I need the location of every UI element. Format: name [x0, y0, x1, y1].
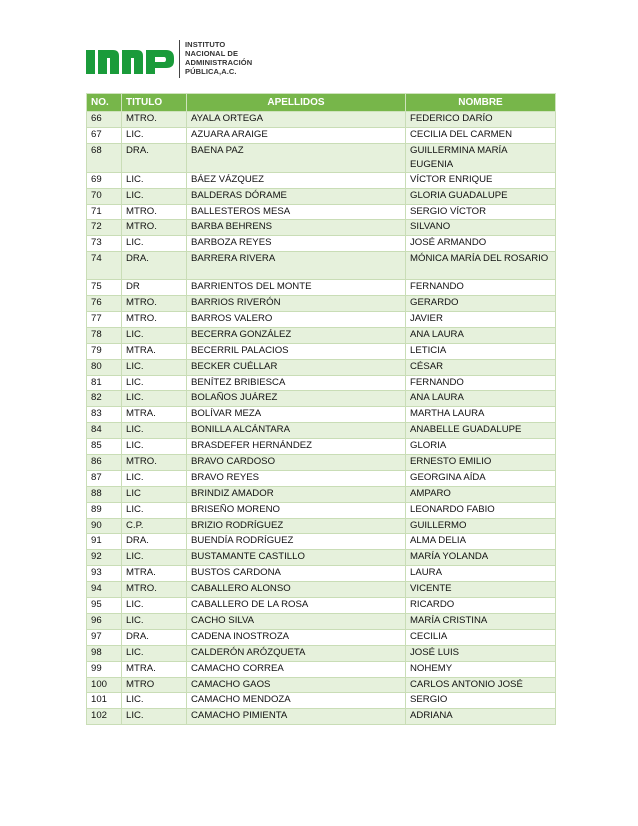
cell-titulo: MTRO [122, 677, 187, 693]
table-row [87, 236, 556, 252]
table-row [87, 327, 556, 343]
cell-titulo: LIC. [122, 470, 187, 486]
cell-apellidos: BECERRIL PALACIOS [187, 343, 406, 359]
column-header-no: NO. [87, 94, 122, 112]
cell-apellidos: BARBOZA REYES [187, 236, 406, 252]
cell-apellidos: BARROS VALERO [187, 312, 406, 328]
cell-nombre: JOSÉ ARMANDO [406, 236, 556, 252]
cell-nombre: FERNANDO [406, 375, 556, 391]
cell-apellidos: BARRERA RIVERA [187, 252, 406, 280]
cell-apellidos: BECERRA GONZÁLEZ [187, 327, 406, 343]
cell-titulo: DRA. [122, 534, 187, 550]
cell-apellidos: AZUARA ARAIGE [187, 127, 406, 143]
cell-nombre: CECILIA [406, 629, 556, 645]
cell-no: 97 [87, 629, 122, 645]
cell-apellidos: CAMACHO MENDOZA [187, 693, 406, 709]
column-header-apellidos: APELLIDOS [187, 94, 406, 112]
table-row [87, 359, 556, 375]
cell-nombre: CECILIA DEL CARMEN [406, 127, 556, 143]
cell-titulo: MTRO. [122, 296, 187, 312]
cell-no: 67 [87, 127, 122, 143]
cell-nombre: ANA LAURA [406, 327, 556, 343]
cell-no: 94 [87, 582, 122, 598]
cell-titulo: LIC. [122, 236, 187, 252]
cell-no: 75 [87, 280, 122, 296]
cell-no: 88 [87, 486, 122, 502]
cell-apellidos: BAENA PAZ [187, 143, 406, 172]
cell-titulo: DRA. [122, 629, 187, 645]
cell-nombre: VICENTE [406, 582, 556, 598]
cell-no: 81 [87, 375, 122, 391]
cell-no: 74 [87, 252, 122, 280]
cell-no: 80 [87, 359, 122, 375]
cell-apellidos: AYALA ORTEGA [187, 112, 406, 128]
cell-nombre: FEDERICO DARÍO [406, 112, 556, 128]
cell-no: 72 [87, 220, 122, 236]
cell-apellidos: BRIZIO RODRÍGUEZ [187, 518, 406, 534]
cell-no: 66 [87, 112, 122, 128]
cell-apellidos: BRAVO CARDOSO [187, 455, 406, 471]
table-row [87, 645, 556, 661]
cell-apellidos: CALDERÓN ARÓZQUETA [187, 645, 406, 661]
table-row [87, 518, 556, 534]
cell-apellidos: BECKER CUÉLLAR [187, 359, 406, 375]
cell-titulo: LIC. [122, 172, 187, 188]
cell-titulo: MTRA. [122, 343, 187, 359]
cell-no: 90 [87, 518, 122, 534]
cell-nombre: VÍCTOR ENRIQUE [406, 172, 556, 188]
cell-titulo: C.P. [122, 518, 187, 534]
table-row [87, 112, 556, 128]
cell-titulo: LIC. [122, 391, 187, 407]
cell-titulo: MTRO. [122, 112, 187, 128]
cell-nombre: ERNESTO EMILIO [406, 455, 556, 471]
cell-no: 96 [87, 613, 122, 629]
cell-titulo: MTRO. [122, 204, 187, 220]
cell-apellidos: CAMACHO CORREA [187, 661, 406, 677]
cell-titulo: LIC. [122, 375, 187, 391]
cell-nombre: MARTHA LAURA [406, 407, 556, 423]
table-row [87, 127, 556, 143]
cell-no: 79 [87, 343, 122, 359]
cell-no: 95 [87, 598, 122, 614]
cell-no: 82 [87, 391, 122, 407]
cell-apellidos: CABALLERO DE LA ROSA [187, 598, 406, 614]
table-row [87, 613, 556, 629]
cell-no: 100 [87, 677, 122, 693]
cell-titulo: LIC. [122, 327, 187, 343]
cell-nombre: ADRIANA [406, 709, 556, 725]
cell-no: 98 [87, 645, 122, 661]
inap-logo-mark [86, 42, 176, 76]
cell-titulo: MTRO. [122, 312, 187, 328]
cell-apellidos: BOLÍVAR MEZA [187, 407, 406, 423]
cell-nombre: MARÍA YOLANDA [406, 550, 556, 566]
cell-titulo: MTRA. [122, 566, 187, 582]
cell-nombre: SERGIO [406, 693, 556, 709]
cell-no: 70 [87, 188, 122, 204]
logo-divider [179, 40, 180, 78]
cell-apellidos: BENÍTEZ BRIBIESCA [187, 375, 406, 391]
cell-no: 93 [87, 566, 122, 582]
cell-titulo: LIC. [122, 127, 187, 143]
cell-nombre: GUILLERMINA MARÍA EUGENIA [406, 143, 556, 172]
table-row [87, 204, 556, 220]
logo-line-1: INSTITUTO [185, 40, 226, 49]
table-row [87, 188, 556, 204]
cell-apellidos: BALLESTEROS MESA [187, 204, 406, 220]
table-row [87, 252, 556, 280]
cell-nombre: SILVANO [406, 220, 556, 236]
cell-no: 91 [87, 534, 122, 550]
cell-apellidos: BARRIENTOS DEL MONTE [187, 280, 406, 296]
cell-titulo: LIC [122, 486, 187, 502]
cell-apellidos: CAMACHO GAOS [187, 677, 406, 693]
cell-titulo: DRA. [122, 252, 187, 280]
cell-titulo: LIC. [122, 550, 187, 566]
cell-apellidos: BARRIOS RIVERÓN [187, 296, 406, 312]
cell-nombre: RICARDO [406, 598, 556, 614]
cell-no: 85 [87, 439, 122, 455]
cell-no: 77 [87, 312, 122, 328]
cell-no: 87 [87, 470, 122, 486]
cell-no: 84 [87, 423, 122, 439]
cell-nombre: JOSÉ LUIS [406, 645, 556, 661]
cell-apellidos: BARBA BEHRENS [187, 220, 406, 236]
cell-no: 73 [87, 236, 122, 252]
table-row [87, 582, 556, 598]
cell-apellidos: CADENA INOSTROZA [187, 629, 406, 645]
cell-titulo: LIC. [122, 439, 187, 455]
table-row [87, 693, 556, 709]
cell-no: 86 [87, 455, 122, 471]
cell-apellidos: CAMACHO PIMIENTA [187, 709, 406, 725]
cell-nombre: GERARDO [406, 296, 556, 312]
cell-no: 78 [87, 327, 122, 343]
cell-titulo: DRA. [122, 143, 187, 172]
table-row [87, 502, 556, 518]
cell-no: 99 [87, 661, 122, 677]
logo-line-2: NACIONAL DE [185, 49, 239, 58]
table-row [87, 598, 556, 614]
table-row [87, 439, 556, 455]
table-row [87, 343, 556, 359]
roster-table [86, 93, 556, 725]
cell-apellidos: BRASDEFER HERNÁNDEZ [187, 439, 406, 455]
table-row [87, 172, 556, 188]
cell-titulo: DR [122, 280, 187, 296]
cell-apellidos: BUSTOS CARDONA [187, 566, 406, 582]
cell-apellidos: BUENDÍA RODRÍGUEZ [187, 534, 406, 550]
cell-no: 69 [87, 172, 122, 188]
cell-apellidos: BRISEÑO MORENO [187, 502, 406, 518]
table-row [87, 375, 556, 391]
cell-nombre: LEONARDO FABIO [406, 502, 556, 518]
table-row [87, 455, 556, 471]
table-body [87, 112, 556, 725]
cell-apellidos: BUSTAMANTE CASTILLO [187, 550, 406, 566]
cell-titulo: LIC. [122, 645, 187, 661]
cell-no: 102 [87, 709, 122, 725]
cell-titulo: LIC. [122, 188, 187, 204]
cell-nombre: AMPARO [406, 486, 556, 502]
cell-apellidos: BRINDIZ AMADOR [187, 486, 406, 502]
table-row [87, 143, 556, 172]
table-header-row [87, 94, 556, 112]
table-row [87, 677, 556, 693]
cell-titulo: MTRO. [122, 455, 187, 471]
table-row [87, 629, 556, 645]
table-row [87, 423, 556, 439]
table-row [87, 661, 556, 677]
logo-line-4: PÚBLICA,A.C. [185, 67, 237, 76]
cell-nombre: SERGIO VÍCTOR [406, 204, 556, 220]
cell-no: 92 [87, 550, 122, 566]
cell-titulo: LIC. [122, 598, 187, 614]
cell-apellidos: CACHO SILVA [187, 613, 406, 629]
cell-titulo: MTRA. [122, 661, 187, 677]
table-row [87, 566, 556, 582]
logo-institution-name [185, 40, 252, 76]
cell-titulo: MTRA. [122, 407, 187, 423]
table-row [87, 709, 556, 725]
cell-nombre: LAURA [406, 566, 556, 582]
cell-apellidos: BÁEZ VÁZQUEZ [187, 172, 406, 188]
cell-apellidos: BRAVO REYES [187, 470, 406, 486]
column-header-nombre: NOMBRE [406, 94, 556, 112]
column-header-titulo: TITULO [122, 94, 187, 112]
cell-nombre: LETICIA [406, 343, 556, 359]
cell-titulo: MTRO. [122, 220, 187, 236]
cell-titulo: MTRO. [122, 582, 187, 598]
cell-apellidos: CABALLERO ALONSO [187, 582, 406, 598]
cell-no: 71 [87, 204, 122, 220]
cell-no: 68 [87, 143, 122, 172]
cell-apellidos: BONILLA ALCÁNTARA [187, 423, 406, 439]
cell-titulo: LIC. [122, 709, 187, 725]
cell-nombre: CARLOS ANTONIO JOSÉ [406, 677, 556, 693]
table-row [87, 296, 556, 312]
cell-nombre: GLORIA GUADALUPE [406, 188, 556, 204]
cell-titulo: LIC. [122, 502, 187, 518]
cell-apellidos: BOLAÑOS JUÁREZ [187, 391, 406, 407]
inap-wordmark-icon [86, 42, 176, 76]
table-row [87, 391, 556, 407]
cell-nombre: GEORGINA AÍDA [406, 470, 556, 486]
cell-no: 101 [87, 693, 122, 709]
cell-nombre: JAVIER [406, 312, 556, 328]
cell-no: 83 [87, 407, 122, 423]
cell-titulo: LIC. [122, 423, 187, 439]
cell-nombre: GLORIA [406, 439, 556, 455]
table-row [87, 486, 556, 502]
table-row [87, 550, 556, 566]
cell-nombre: ANA LAURA [406, 391, 556, 407]
table-row [87, 407, 556, 423]
table-row [87, 312, 556, 328]
cell-nombre: GUILLERMO [406, 518, 556, 534]
cell-nombre: CÉSAR [406, 359, 556, 375]
table-row [87, 280, 556, 296]
cell-apellidos: BALDERAS DÓRAME [187, 188, 406, 204]
cell-nombre: MÓNICA MARÍA DEL ROSARIO [406, 252, 556, 280]
cell-titulo: LIC. [122, 359, 187, 375]
table-row [87, 470, 556, 486]
table-row [87, 534, 556, 550]
cell-nombre: ALMA DELIA [406, 534, 556, 550]
cell-no: 89 [87, 502, 122, 518]
table-row [87, 220, 556, 236]
cell-nombre: MARÍA CRISTINA [406, 613, 556, 629]
cell-nombre: FERNANDO [406, 280, 556, 296]
cell-nombre: NOHEMY [406, 661, 556, 677]
cell-nombre: ANABELLE GUADALUPE [406, 423, 556, 439]
logo-line-3: ADMINISTRACIÓN [185, 58, 253, 67]
cell-titulo: LIC. [122, 693, 187, 709]
cell-no: 76 [87, 296, 122, 312]
cell-titulo: LIC. [122, 613, 187, 629]
